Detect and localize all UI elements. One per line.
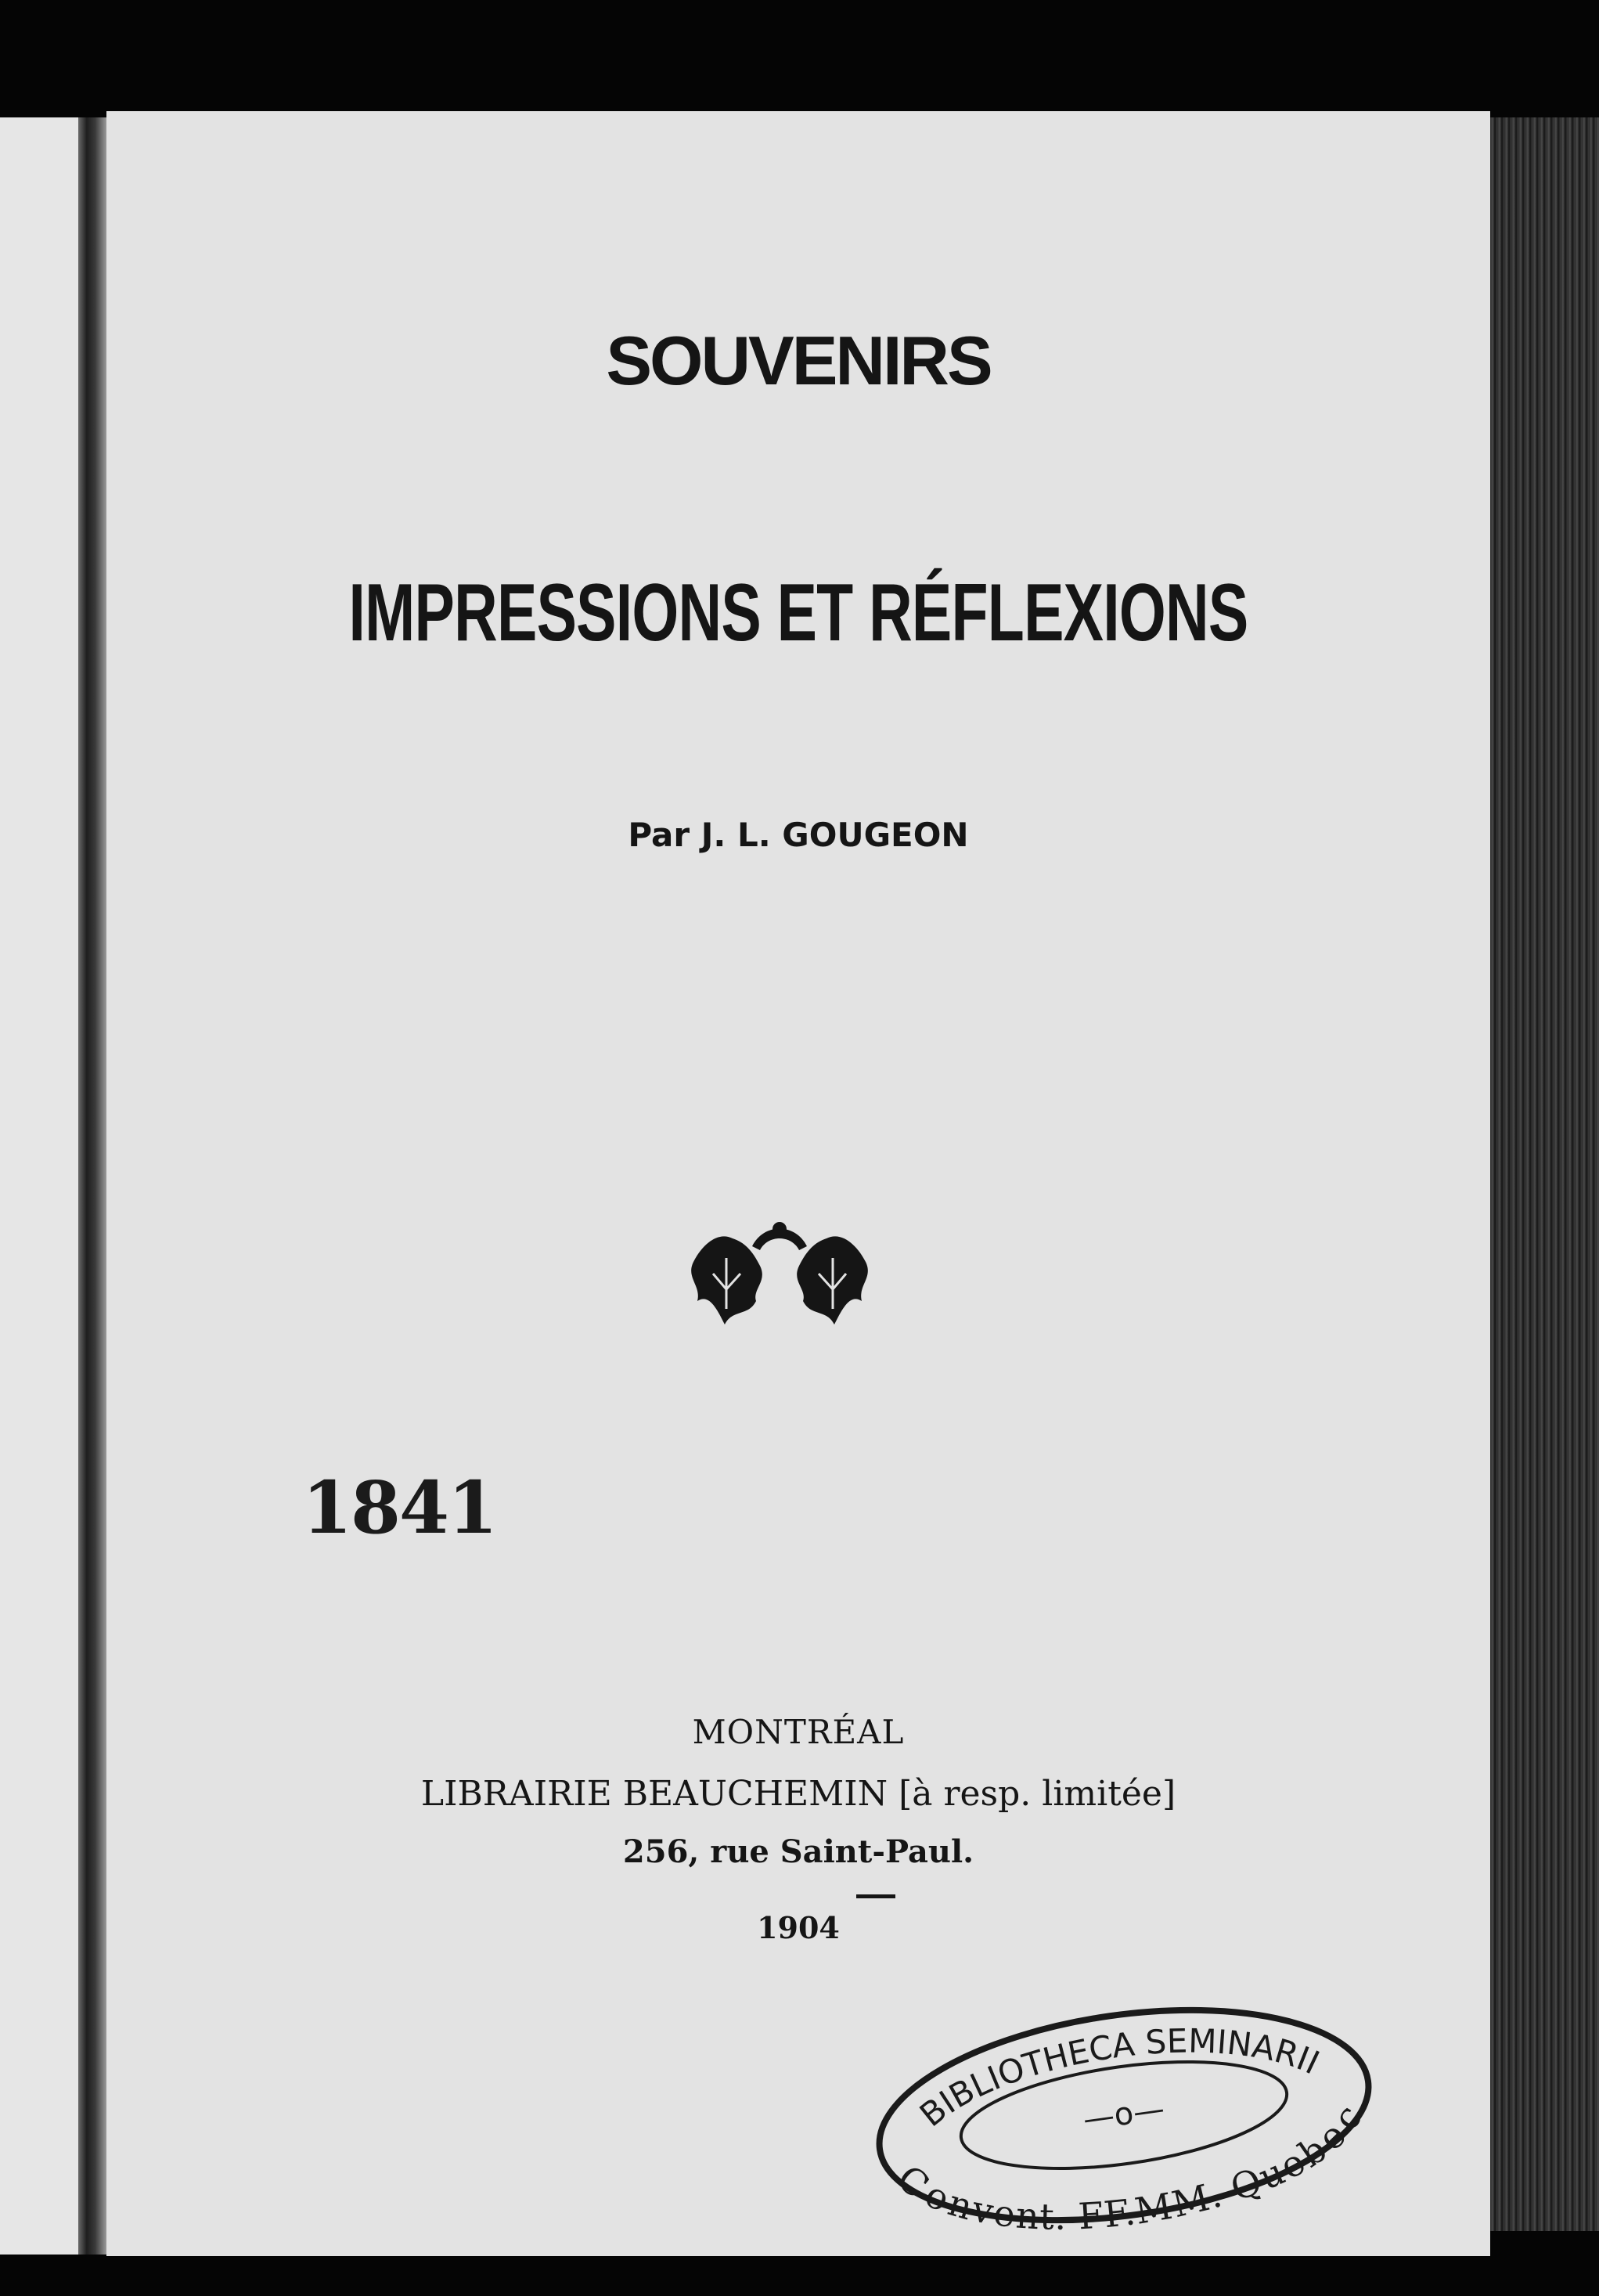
vine-leaf-ornament-icon <box>678 1215 881 1340</box>
imprint-city: MONTRÉAL <box>692 1713 905 1751</box>
imprint-address: 256, rue Saint-Paul. <box>622 1833 974 1870</box>
stamp-center-text: —o— <box>1080 2090 1167 2139</box>
library-stamp <box>866 1990 1382 2240</box>
divider-dash <box>856 1894 895 1898</box>
stamp-bottom-text: Convent. FF.MM. Quebec <box>888 2097 1371 2238</box>
imprint-year: 1904 <box>757 1910 840 1945</box>
book-title: SOUVENIRS <box>606 322 991 399</box>
book-fore-edge <box>1490 117 1599 2231</box>
title-page <box>106 111 1490 2256</box>
imprint-publisher: LIBRAIRIE BEAUCHEMIN [à resp. limitée] <box>420 1774 1176 1814</box>
author-line: Par J. L. GOUGEON <box>628 816 969 854</box>
stamp-top-text: BIBLIOTHECA SEMINARII <box>912 2021 1326 2135</box>
facing-page-edge <box>0 117 78 2255</box>
book-subtitle: IMPRESSIONS ET RÉFLEXIONS <box>348 568 1248 658</box>
book-gutter <box>78 117 106 2255</box>
catalog-number: 1841 <box>302 1465 497 1550</box>
